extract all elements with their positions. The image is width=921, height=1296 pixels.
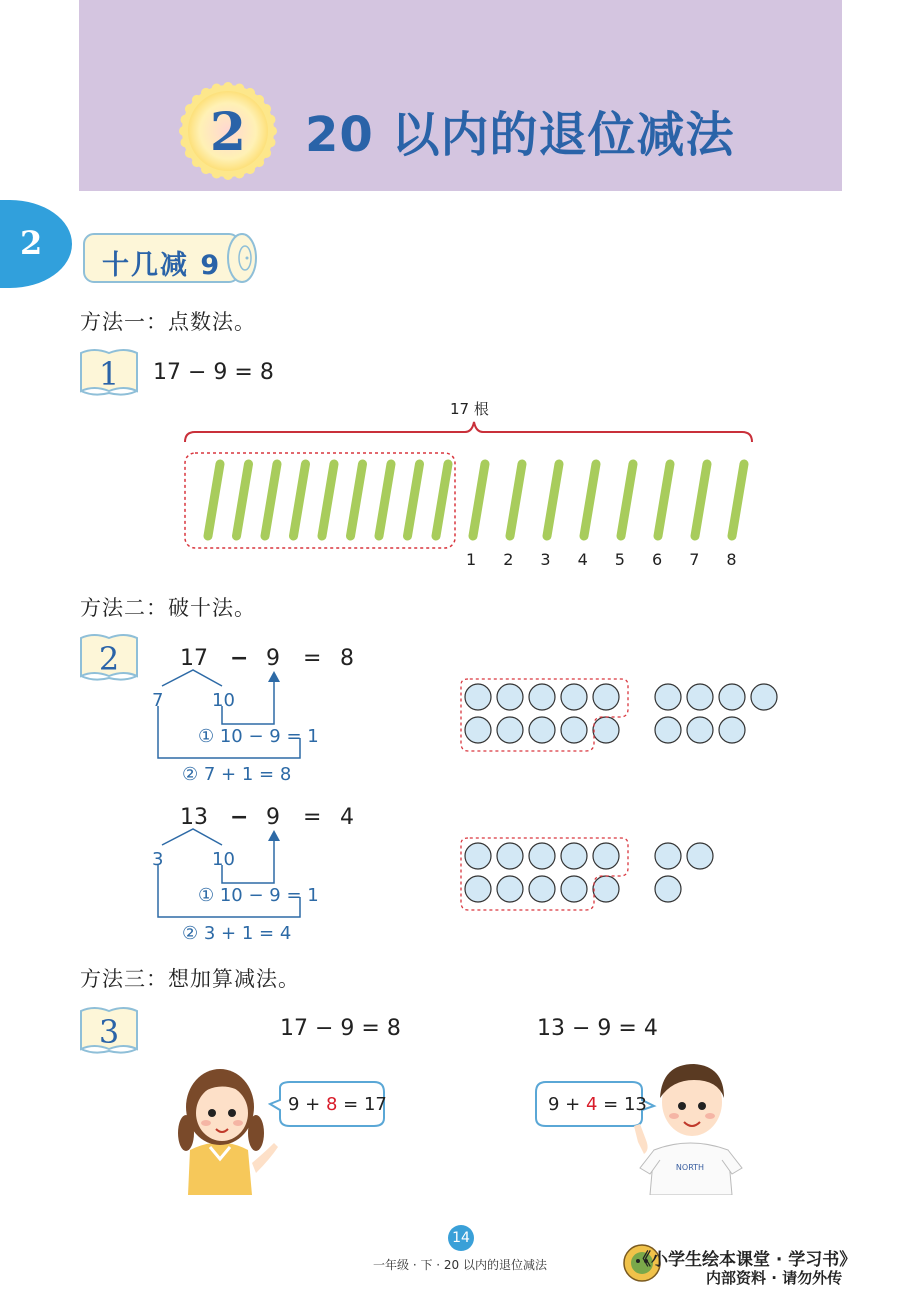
ex2b-step2: ② 3 + 1 = 4	[182, 923, 292, 944]
counter-dot	[655, 684, 681, 710]
ex2a-split-right: 10	[212, 690, 235, 711]
stick	[237, 464, 249, 536]
stick	[547, 464, 559, 536]
book-number-icon	[79, 1003, 139, 1055]
count-labels	[0, 550, 921, 570]
count-label: 1	[466, 550, 477, 569]
stick	[322, 464, 334, 536]
ex2b-result: 4	[340, 805, 354, 830]
example-number: 1	[98, 355, 120, 393]
counter-dot	[593, 717, 619, 743]
counter-dot	[529, 684, 555, 710]
publisher-line2: 内部资料 · 请勿外传	[706, 1269, 843, 1287]
counter-dot	[529, 717, 555, 743]
chapter-title: 20 以内的退位减法	[305, 107, 735, 163]
ex3-equation-right: 13 − 9 = 4	[537, 1016, 658, 1041]
girl-bubble-highlight: 8	[325, 1094, 338, 1115]
counter-dot	[593, 684, 619, 710]
ex2a-split-left: 7	[152, 690, 164, 711]
ex3-equation-left: 17 − 9 = 8	[280, 1016, 401, 1041]
girl-bubble-pre: 9 +	[288, 1094, 326, 1115]
counter-dot	[593, 876, 619, 902]
running-title: 一年级 · 下 · 20 以内的退位减法	[373, 1258, 547, 1272]
example1-equation: 17 − 9 = 8	[153, 360, 274, 385]
counter-dot	[719, 684, 745, 710]
counter-dot	[561, 684, 587, 710]
ex2b-minus: −	[230, 805, 249, 830]
ex2a-equals: =	[303, 646, 322, 671]
book-number-icon	[79, 345, 139, 397]
sticks-illustration	[180, 448, 760, 553]
count-label: 6	[652, 550, 663, 569]
page-number: 14	[448, 1225, 474, 1251]
example-number: 3	[98, 1013, 120, 1051]
ex2b-subtrahend: 9	[266, 805, 280, 830]
ex2b-equals: =	[303, 805, 322, 830]
count-label: 5	[614, 550, 625, 569]
ex2a-result: 8	[340, 646, 354, 671]
stick	[351, 464, 363, 536]
counter-dot	[465, 717, 491, 743]
chapter-side-tab	[0, 200, 72, 288]
counter-dot	[497, 717, 523, 743]
girl-bubble-text	[288, 1094, 387, 1115]
counter-dot	[561, 717, 587, 743]
publisher-line1: 《小学生绘本课堂 · 学习书》	[634, 1250, 857, 1270]
boy-bubble-pre: 9 +	[548, 1094, 586, 1115]
ex2a-minus: −	[230, 646, 249, 671]
boy-bubble-highlight: 4	[585, 1094, 598, 1115]
stick	[510, 464, 522, 536]
girl-bubble-post: = 17	[337, 1094, 387, 1115]
counter-dot	[497, 843, 523, 869]
stick	[408, 464, 420, 536]
counter-dot	[719, 717, 745, 743]
stick	[294, 464, 306, 536]
stick	[208, 464, 220, 536]
shirt-print: NORTH	[675, 1163, 705, 1172]
stick	[621, 464, 633, 536]
count-label: 3	[540, 550, 551, 569]
count-label: 8	[726, 550, 737, 569]
section-title: 十几减 9	[102, 250, 222, 281]
method-three-heading: 方法三：想加算减法。	[80, 967, 300, 991]
method-one-heading: 方法一：点数法。	[80, 310, 256, 334]
example-number: 2	[98, 640, 120, 678]
ex2a-minuend: 17	[180, 646, 208, 671]
counter-dot	[655, 876, 681, 902]
brace-label: 17 根	[450, 400, 489, 418]
boy-bubble-post: = 13	[597, 1094, 647, 1115]
counter-dot	[529, 843, 555, 869]
counter-dot	[655, 843, 681, 869]
counter-dot	[465, 876, 491, 902]
ex2b-minuend: 13	[180, 805, 208, 830]
side-tab-label: 2	[20, 224, 43, 262]
stick	[473, 464, 485, 536]
ex2a-step1: ① 10 − 9 = 1	[198, 726, 319, 747]
counter-dot	[529, 876, 555, 902]
stick	[732, 464, 744, 536]
stick	[695, 464, 707, 536]
ex2a-dots	[458, 673, 788, 755]
ex2b-split-left: 3	[152, 849, 164, 870]
counter-dot	[465, 843, 491, 869]
counter-dot	[593, 843, 619, 869]
counter-dot	[561, 843, 587, 869]
stick	[584, 464, 596, 536]
counter-dot	[497, 684, 523, 710]
counter-dot	[687, 843, 713, 869]
ex2b-step1: ① 10 − 9 = 1	[198, 885, 319, 906]
counter-dot	[465, 684, 491, 710]
count-label: 7	[689, 550, 700, 569]
stick	[379, 464, 391, 536]
sun-badge-icon	[179, 82, 277, 180]
method-two-heading: 方法二：破十法。	[80, 596, 256, 620]
ex2a-subtrahend: 9	[266, 646, 280, 671]
counter-dot	[687, 684, 713, 710]
stick	[265, 464, 277, 536]
counter-dot	[561, 876, 587, 902]
count-label: 4	[577, 550, 588, 569]
boy-illustration	[632, 1050, 747, 1195]
book-number-icon	[79, 630, 139, 682]
ex2b-dots	[458, 832, 788, 914]
ex2b-split-right: 10	[212, 849, 235, 870]
counter-dot	[751, 684, 777, 710]
stick	[436, 464, 448, 536]
chapter-number: 2	[209, 102, 247, 163]
stick	[658, 464, 670, 536]
count-label: 2	[503, 550, 514, 569]
girl-illustration	[170, 1055, 280, 1195]
brace-line	[180, 420, 760, 450]
counter-dot	[687, 717, 713, 743]
counter-dot	[497, 876, 523, 902]
ex2a-step2: ② 7 + 1 = 8	[182, 764, 292, 785]
counter-dot	[655, 717, 681, 743]
